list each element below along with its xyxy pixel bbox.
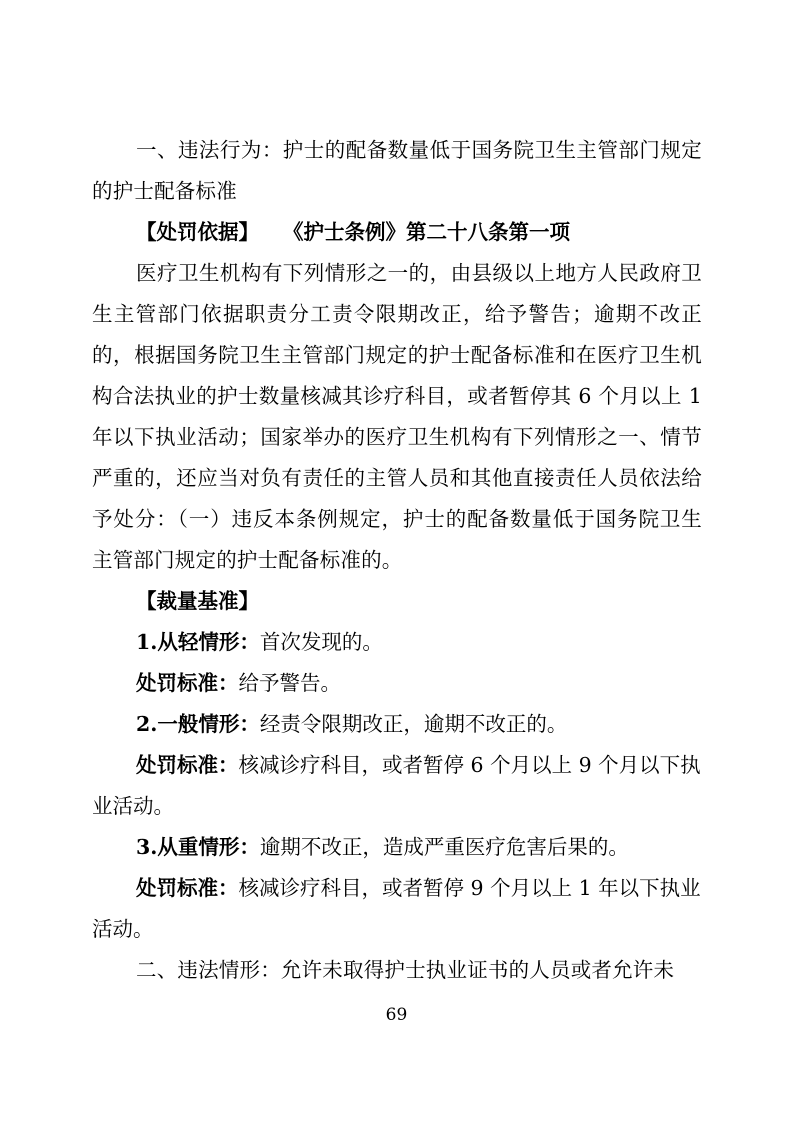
tier-1-penalty <box>92 663 702 704</box>
tier-3-penalty-text: 核减诊疗科目，或者暂停 9 个月以上 1 年以下执业活动。 <box>92 876 701 941</box>
tier-1-case-label: 1.从轻情形： <box>136 630 260 654</box>
tier-2-penalty-label: 处罚标准： <box>136 753 239 777</box>
penalty-basis-heading <box>92 212 702 253</box>
penalty-basis-reference: 《护士条例》第二十八条第一项 <box>283 220 570 244</box>
tier-1-case-text: 首次发现的。 <box>259 630 383 654</box>
tier-2-case-label: 2.一般情形： <box>136 712 260 736</box>
tier-2-penalty <box>92 745 702 827</box>
tier-1-penalty-label: 处罚标准： <box>136 671 239 695</box>
tier-3-penalty-label: 处罚标准： <box>136 876 239 900</box>
discretion-standard-heading <box>92 581 702 622</box>
tier-1-case <box>92 622 702 663</box>
penalty-basis-label: 【处罚依据】 <box>136 220 259 244</box>
discretion-standard-label: 【裁量基准】 <box>136 589 259 613</box>
tier-2-case <box>92 704 702 745</box>
tier-3-case <box>92 827 702 868</box>
tier-3-case-label: 3.从重情形： <box>136 835 260 859</box>
tier-3-penalty <box>92 868 702 950</box>
page-number: 69 <box>385 1005 408 1025</box>
violation-heading-2: 二、违法情形：允许未取得护士执业证书的人员或者允许未 <box>136 958 675 982</box>
violation-heading-1: 一、违法行为：护士的配备数量低于国务院卫生主管部门规定的护士配备标准 <box>92 138 702 203</box>
tier-2-case-text: 经责令限期改正，逾期不改正的。 <box>259 712 568 736</box>
tier-1-penalty-text: 给予警告。 <box>238 671 341 695</box>
tier-2-penalty-text: 核减诊疗科目，或者暂停 6 个月以上 9 个月以下执业活动。 <box>92 753 701 818</box>
penalty-basis-body: 医疗卫生机构有下列情形之一的，由县级以上地方人民政府卫生主管部门依据职责分工责令限期改正，给予警告；逾期不改正的，根据国务院卫生主管部门规定的护士配备标准和在医疗卫生机构合法执业的护士数量核减其诊疗科目，或者暂停其 6 个月以上 1 年以下执业活动；国家举办的医疗卫生机构有下列情形之一、情节严重的，还应当对负有责任的主管人员和其他直接责任人员依法给予处分：（一）违反本条例规定，护士的配备数量低于国务院卫生主管部门规定的护士配备标准的。 <box>92 261 702 572</box>
page-content <box>92 130 702 991</box>
tier-3-case-text: 逾期不改正，造成严重医疗危害后果的。 <box>259 835 629 859</box>
